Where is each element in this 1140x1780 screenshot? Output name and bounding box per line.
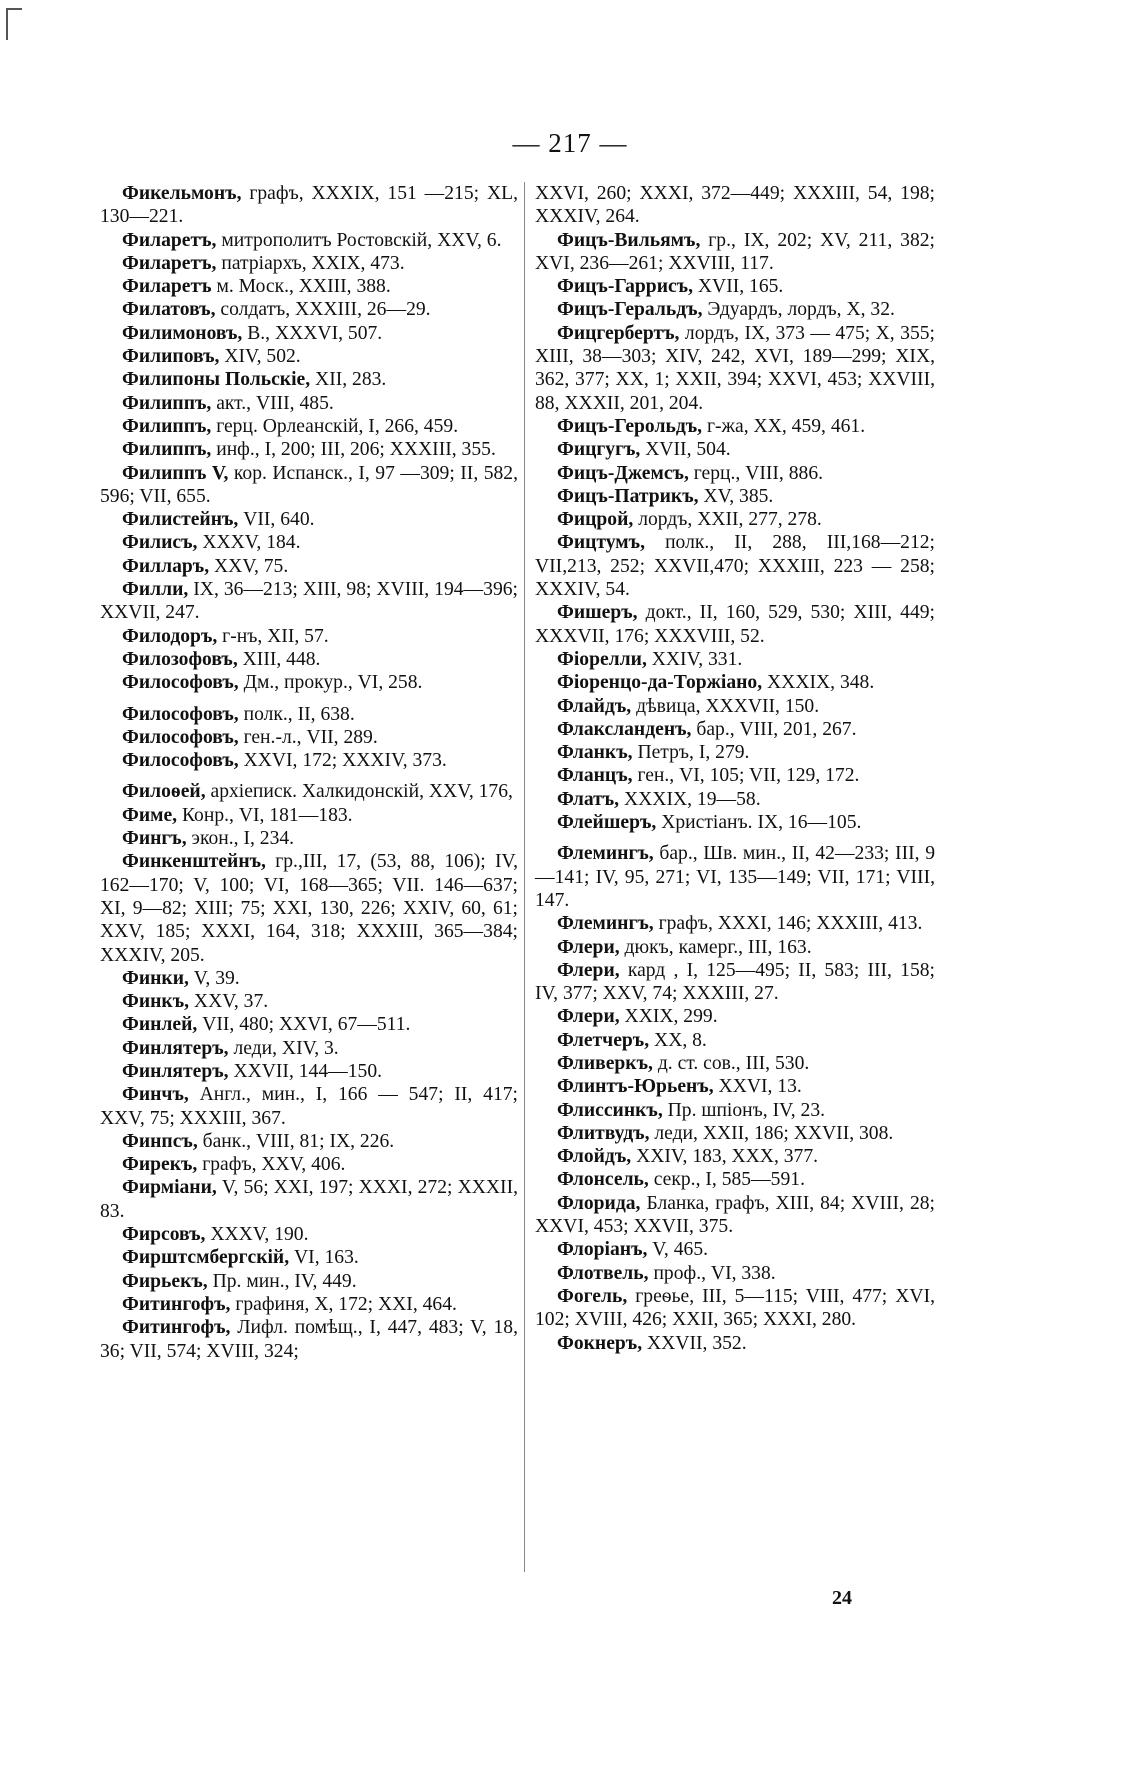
entry-references: Лифл. помѣщ., I, 447, 483; V, 18, 36; VII, 574; XVIII, 324;: [100, 1317, 518, 1362]
index-entry: [535, 1192, 935, 1239]
entry-references: Пр. шпіонъ, IV, 23.: [662, 1099, 826, 1121]
entry-references: проф., VI, 338.: [648, 1262, 776, 1284]
index-entry: [535, 1332, 935, 1355]
entry-references: ген., VI, 105; VII, 129, 172.: [632, 765, 860, 787]
entry-references: XXVII, 144—150.: [228, 1060, 383, 1082]
entry-references: патріархъ, XXIX, 473.: [216, 252, 405, 274]
entry-references: V, 56; XXI, 197; XXXI, 272; XXXII, 83.: [100, 1177, 518, 1222]
index-entry: [100, 415, 518, 438]
index-entry: [535, 298, 935, 321]
entry-references: Англ., мин., I, 166 — 547; II, 417; XXV, 75; XXXIII, 367.: [100, 1084, 518, 1129]
column-divider: [524, 182, 525, 1572]
index-entry: [100, 780, 518, 803]
index-entry: [535, 415, 935, 438]
index-entry: [100, 531, 518, 554]
entry-references: V, 465.: [647, 1239, 709, 1261]
index-entry: [535, 718, 935, 741]
index-entry: [535, 508, 935, 531]
entry-references: Бланка, графъ, XIII, 84; XVIII, 28; XXVI, 453; XXVII, 375.: [535, 1192, 935, 1238]
index-entry: [100, 438, 518, 461]
index-entry: [535, 531, 935, 601]
index-entry: [100, 703, 518, 726]
entry-references: гр.,III, 17, (53, 88, 106); IV, 162—170; V, 100; VI, 168—365; VII. 146—637; XI, 9—82; XIII; 75; XXI, 130, 226; XXIV, 60, 61; XXV, 185; XXXI, 164, 318; XXXIII, 365—384; XXXIV, 205.: [100, 851, 518, 966]
entry-heading: Флатъ,: [557, 788, 620, 810]
entry-heading: Флемингъ,: [557, 913, 654, 935]
index-entry: [100, 967, 518, 990]
entry-references: XXV, 37.: [189, 991, 269, 1013]
entry-heading: Филаретъ,: [122, 252, 217, 274]
entry-references: графъ, XXXIX, 151 —215; XL, 130—221.: [100, 183, 518, 228]
index-column-left: [100, 182, 518, 1363]
index-entry: [535, 912, 935, 935]
index-entry: [100, 368, 518, 391]
entry-heading: Филаретъ: [122, 276, 212, 298]
entry-heading: Финки,: [122, 967, 189, 989]
entry-heading: Финчъ,: [122, 1084, 189, 1106]
index-entry: [535, 438, 935, 461]
entry-references: Пр. мин., IV, 449.: [207, 1270, 357, 1292]
entry-heading: Фіоренцо-да-Торжіано,: [557, 672, 763, 694]
entry-references: XXXV, 190.: [205, 1224, 309, 1246]
entry-references: XXIV, 183, XXX, 377.: [631, 1146, 819, 1168]
entry-references: инф., I, 200; III, 206; XXXIII, 355.: [211, 439, 496, 461]
entry-heading: Философовъ,: [122, 672, 239, 694]
index-entry: [100, 749, 518, 772]
entry-references: графъ, XXXI, 146; XXXIII, 413.: [653, 913, 923, 935]
entry-references: дѣвица, XXXVII, 150.: [631, 695, 820, 717]
entry-references: Конр., VI, 181—183.: [177, 804, 353, 826]
index-entry: [100, 1223, 518, 1246]
entry-references: Эдуардъ, лордъ, X, 32.: [702, 299, 895, 321]
entry-heading: Филодоръ,: [122, 625, 218, 647]
entry-references: XXVI, 260; XXXI, 372—449; XXXIII, 54, 198; XXXIV, 264.: [535, 183, 935, 228]
index-entry: [100, 1083, 518, 1130]
entry-heading: Финлей,: [122, 1014, 198, 1036]
entry-references: д. ст. сов., III, 530.: [652, 1052, 810, 1074]
entry-references: VI, 163.: [289, 1247, 359, 1269]
entry-heading: Флери,: [557, 959, 620, 981]
index-entry: [535, 695, 935, 718]
index-entry: [100, 275, 518, 298]
entry-heading: Филиппъ,: [122, 415, 212, 437]
index-entry: [100, 1153, 518, 1176]
printer-signature-mark: 24: [832, 1587, 852, 1609]
entry-references: XV, 385.: [698, 485, 774, 507]
index-entry: [535, 462, 935, 485]
entry-heading: Философовъ,: [122, 726, 239, 748]
entry-heading: Фицъ-Джемсъ,: [557, 462, 689, 484]
entry-references: греѳье, III, 5—115; VIII, 477; XVI, 102; XVIII, 426; XXII, 365; XXXI, 280.: [535, 1285, 935, 1331]
entry-references: IX, 36—213; XIII, 98; XVIII, 194—396; XXVII, 247.: [100, 579, 518, 624]
index-column-right: [535, 182, 935, 1355]
entry-references: XIII, 448.: [237, 648, 321, 670]
entry-heading: Философовъ,: [122, 703, 239, 725]
entry-heading: Фитингофъ,: [122, 1293, 231, 1315]
index-entry: [100, 625, 518, 648]
index-entry: [535, 1262, 935, 1285]
entry-references: Дм., прокур., VI, 258.: [238, 672, 423, 694]
index-entry: [100, 1293, 518, 1316]
entry-references: г-жа, XX, 459, 461.: [702, 415, 866, 437]
index-entry: [535, 1168, 935, 1191]
page-number: — 217 —: [512, 128, 628, 158]
entry-heading: Флинтъ-Юрьенъ,: [557, 1076, 714, 1098]
entry-heading: Флотвель,: [557, 1262, 649, 1284]
entry-references: гр., IX, 202; XV, 211, 382; XVI, 236—261; XXVIII, 117.: [535, 229, 935, 274]
index-entry: [535, 842, 935, 912]
entry-references: VII, 640.: [238, 509, 315, 531]
entry-references: митрополитъ Ростовскій, XXV, 6.: [216, 229, 502, 251]
entry-heading: Фогель,: [557, 1285, 628, 1307]
entry-heading: Фицгербертъ,: [557, 322, 680, 344]
entry-references: XII, 283.: [310, 369, 387, 391]
entry-references: архіеписк. Халкидонскій, XXV, 176,: [205, 781, 513, 803]
entry-heading: Фирміани,: [122, 1177, 217, 1199]
entry-references: дюкъ, камерг., III, 163.: [619, 936, 812, 958]
index-entry: [535, 936, 935, 959]
entry-references: докт., II, 160, 529, 530; XIII, 449; XXXVII, 176; XXXVIII, 52.: [535, 602, 935, 647]
entry-references: герц., VIII, 886.: [688, 462, 824, 484]
entry-references: XX, 8.: [649, 1029, 707, 1051]
entry-heading: Фирштсмбергскій,: [122, 1247, 290, 1269]
index-entry: [100, 726, 518, 749]
entry-heading: Фицтумъ,: [557, 532, 645, 554]
index-entry: [100, 229, 518, 252]
entry-references: полк., II, 638.: [238, 703, 355, 725]
entry-heading: Филли,: [122, 579, 189, 601]
entry-references: XVII, 504.: [640, 439, 731, 461]
entry-heading: Филоѳей,: [122, 781, 206, 803]
entry-references: графиня, X, 172; XXI, 464.: [230, 1293, 457, 1315]
entry-heading: Филатовъ,: [122, 299, 216, 321]
index-entry: [100, 1246, 518, 1269]
entry-heading: Флери,: [557, 1006, 620, 1028]
entry-heading: Финлятеръ,: [122, 1037, 229, 1059]
entry-heading: Филиповъ,: [122, 346, 220, 368]
index-entry: [100, 648, 518, 671]
index-entry: [100, 1130, 518, 1153]
entry-references: XXVII, 352.: [642, 1332, 747, 1354]
entry-references: банк., VIII, 81; IX, 226.: [197, 1130, 395, 1152]
entry-heading: Фикельмонъ,: [122, 183, 242, 204]
entry-heading: Фирсовъ,: [122, 1224, 206, 1246]
entry-heading: Финлятеръ,: [122, 1060, 229, 1082]
index-entry: [100, 1270, 518, 1293]
entry-heading: Флоріанъ,: [557, 1239, 648, 1261]
index-entry: [100, 392, 518, 415]
index-entry: [535, 648, 935, 671]
entry-references: г-нъ, XII, 57.: [217, 625, 329, 647]
entry-references: солдатъ, XXXIII, 26—29.: [215, 299, 431, 321]
index-entry: [535, 1285, 935, 1332]
index-entry: [535, 1145, 935, 1168]
entry-heading: Флойдъ,: [557, 1146, 632, 1168]
entry-heading: Финкъ,: [122, 991, 190, 1013]
entry-heading: Фицъ-Геральдъ,: [557, 299, 703, 321]
index-entry: [100, 555, 518, 578]
entry-heading: Флорида,: [557, 1192, 641, 1214]
index-entry: [535, 1029, 935, 1052]
entry-references: кард , I, 125—495; II, 583; III, 158; IV, 377; XXV, 74; XXXIII, 27.: [535, 959, 935, 1005]
entry-heading: Флиссинкъ,: [557, 1099, 663, 1121]
entry-heading: Флейшеръ,: [557, 812, 657, 834]
entry-references: В., XXXVI, 507.: [242, 322, 383, 344]
index-entry: [100, 182, 518, 229]
index-entry: [535, 485, 935, 508]
index-entry: [100, 578, 518, 625]
entry-heading: Фирекъ,: [122, 1154, 198, 1176]
entry-references: XXXV, 184.: [197, 532, 301, 554]
entry-heading: Фливеркъ,: [557, 1052, 653, 1074]
index-entry: [535, 1238, 935, 1261]
index-entry: [535, 1075, 935, 1098]
entry-heading: Фингъ,: [122, 828, 187, 850]
entry-references: XIV, 502.: [219, 346, 301, 368]
entry-references: XXXIX, 348.: [762, 672, 875, 694]
entry-references: бар., Шв. мин., II, 42—233; III, 9—141; IV, 95, 271; VI, 135—149; VII, 171; VIII, 147.: [535, 843, 935, 911]
index-entry: [100, 298, 518, 321]
entry-references: XXIX, 299.: [619, 1006, 718, 1028]
entry-references: леди, XXII, 186; XXVII, 308.: [649, 1122, 894, 1144]
entry-references: м. Моск., XXIII, 388.: [211, 276, 391, 298]
entry-heading: Фитингофъ,: [122, 1317, 231, 1339]
index-entry: [100, 990, 518, 1013]
index-entry: [100, 1060, 518, 1083]
entry-references: акт., VIII, 485.: [211, 392, 334, 414]
index-entry: [100, 850, 518, 966]
scan-corner-mark: [6, 8, 22, 40]
entry-references: секр., I, 585—591.: [648, 1169, 805, 1191]
index-entry: [100, 322, 518, 345]
entry-heading: Филимоновъ,: [122, 322, 243, 344]
entry-heading: Фіорелли,: [557, 648, 647, 670]
entry-heading: Филозофовъ,: [122, 648, 238, 670]
entry-references: лордъ, XXII, 277, 278.: [633, 509, 822, 531]
entry-heading: Филистейнъ,: [122, 509, 239, 531]
index-entry: [100, 1176, 518, 1223]
entry-references: графъ, XXV, 406.: [197, 1154, 346, 1176]
index-entry: [535, 275, 935, 298]
entry-heading: Флемингъ,: [557, 843, 654, 865]
index-entry: [535, 322, 935, 415]
index-entry: [535, 811, 935, 834]
entry-heading: Филаретъ,: [122, 229, 217, 251]
entry-heading: Флери,: [557, 936, 620, 958]
entry-heading: Фишеръ,: [557, 602, 638, 624]
index-entry: [535, 1005, 935, 1028]
index-entry: [100, 508, 518, 531]
entry-references: кор. Испанск., I, 97 —309; II, 582, 596; VII, 655.: [100, 462, 518, 507]
index-entry: [100, 252, 518, 275]
entry-references: Христіанъ. IX, 16—105.: [656, 812, 862, 834]
entry-heading: Фицгугъ,: [557, 439, 641, 461]
entry-heading: Фокнеръ,: [557, 1332, 643, 1354]
index-entry: [535, 182, 935, 229]
entry-heading: Философовъ,: [122, 750, 239, 772]
entry-heading: Филиппъ,: [122, 392, 212, 414]
index-entry: [535, 959, 935, 1006]
index-entry: [100, 1316, 518, 1363]
entry-references: VII, 480; XXVI, 67—511.: [197, 1014, 411, 1036]
index-entry: [100, 345, 518, 368]
index-entry: [535, 764, 935, 787]
entry-heading: Фирьекъ,: [122, 1270, 208, 1292]
index-entry: [100, 804, 518, 827]
entry-heading: Финпсъ,: [122, 1130, 198, 1152]
entry-heading: Фицъ-Патрикъ,: [557, 485, 699, 507]
entry-heading: Фицъ-Гаррисъ,: [557, 276, 693, 298]
entry-heading: Филиппъ,: [122, 439, 212, 461]
entry-heading: Флетчеръ,: [557, 1029, 650, 1051]
entry-heading: Фланкъ,: [557, 742, 633, 764]
index-entry: [535, 741, 935, 764]
entry-references: бар., VIII, 201, 267.: [691, 718, 857, 740]
index-entry: [100, 1037, 518, 1060]
entry-heading: Фицъ-Вильямъ,: [557, 229, 701, 251]
entry-heading: Филларъ,: [122, 555, 210, 577]
index-entry: [100, 462, 518, 509]
index-entry: [535, 1122, 935, 1145]
entry-references: XXVI, 172; XXXIV, 373.: [238, 750, 447, 772]
entry-references: XXV, 75.: [209, 555, 289, 577]
entry-references: герц. Орлеанскій, I, 266, 459.: [211, 415, 459, 437]
entry-heading: Фицъ-Герольдъ,: [557, 415, 703, 437]
entry-heading: Фланцъ,: [557, 765, 633, 787]
entry-heading: Фицрой,: [557, 509, 634, 531]
index-entry: [535, 229, 935, 276]
entry-references: ген.-л., VII, 289.: [238, 726, 378, 748]
index-entry: [100, 671, 518, 694]
entry-references: XXXIX, 19—58.: [619, 788, 761, 810]
entry-heading: Флитвудъ,: [557, 1122, 650, 1144]
entry-heading: Флонсель,: [557, 1169, 649, 1191]
entry-references: лордъ, IX, 373 — 475; X, 355; XIII, 38—303; XIV, 242, XVI, 189—299; XIX, 362, 377; XX, 1; XXII, 394; XXVI, 453; XXVIII, 88, XXXII, 201, 204.: [535, 322, 935, 414]
entry-references: экон., I, 234.: [186, 828, 295, 850]
entry-references: полк., II, 288, III,168—212; VII,213, 252; XXVII,470; XXXIII, 223 — 258; XXXIV, 54.: [535, 532, 935, 601]
index-entry: [535, 1099, 935, 1122]
entry-references: XXVI, 13.: [713, 1076, 802, 1098]
index-entry: [100, 1013, 518, 1036]
entry-heading: Филипоны Польскіе,: [122, 369, 311, 391]
entry-heading: Фиме,: [122, 804, 178, 826]
entry-heading: Филиппъ V,: [122, 462, 229, 484]
entry-heading: Флаксланденъ,: [557, 718, 692, 740]
entry-heading: Финкенштейнъ,: [122, 851, 266, 873]
index-entry: [535, 671, 935, 694]
entry-references: XXIV, 331.: [646, 648, 743, 670]
index-entry: [100, 827, 518, 850]
index-entry: [535, 1052, 935, 1075]
index-entry: [535, 601, 935, 648]
index-entry: [535, 788, 935, 811]
entry-references: XVII, 165.: [693, 276, 784, 298]
entry-references: леди, XIV, 3.: [228, 1037, 339, 1059]
entry-heading: Флайдъ,: [557, 695, 632, 717]
entry-references: V, 39.: [188, 967, 240, 989]
entry-heading: Филисъ,: [122, 532, 198, 554]
entry-references: Петръ, I, 279.: [632, 742, 750, 764]
